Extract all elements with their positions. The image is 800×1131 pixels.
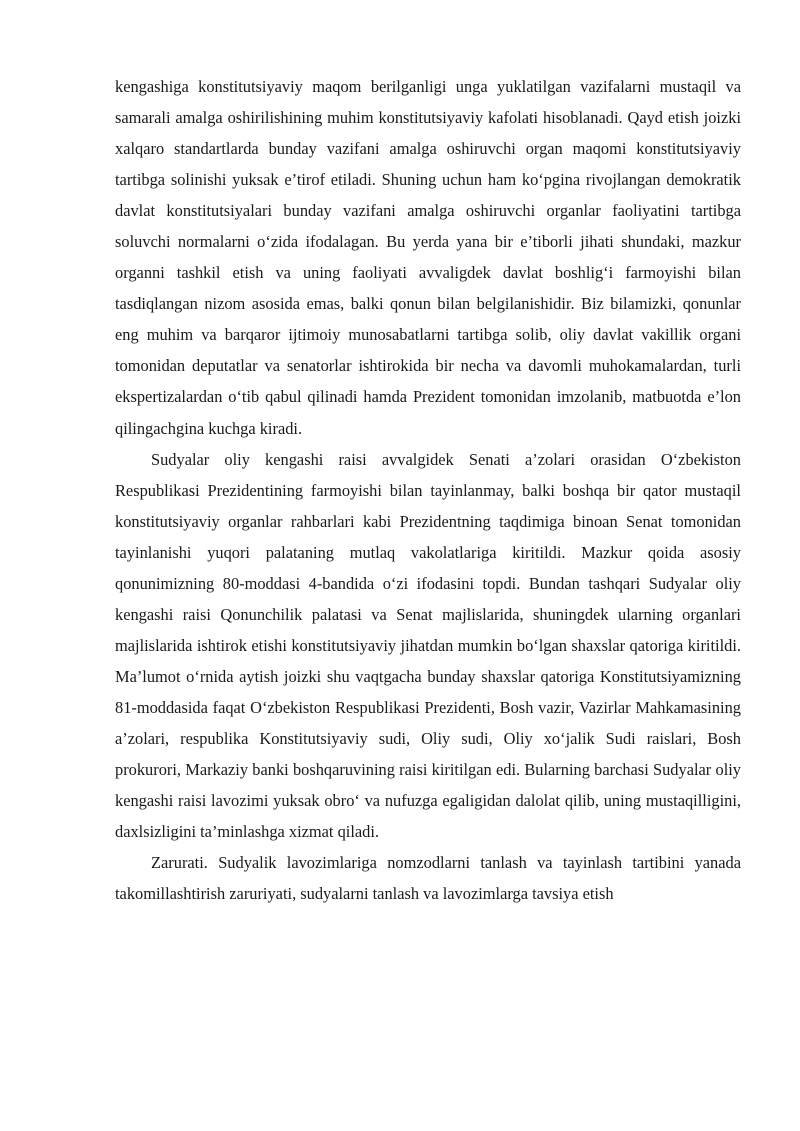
paragraph-2: Sudyalar oliy kengashi raisi avvalgidek Senati a’zolari orasidan O‘zbekiston Respublikasi Prezidentining farmoyishi bilan tayinlanmay, balki boshqa bir qator mustaqil konstitutsiyaviy organlar rahbarlari kabi Prezidentning taqdimiga binoan Senat tomonidan tayinlanishi yuqori palataning mutlaq vakolatlariga kiritildi. Mazkur qoida asosiy qonunimizning 80-moddasi 4-bandida o‘zi ifodasini topdi. Bundan tashqari Sudyalar oliy kengashi raisi Qonunchilik palatasi va Senat majlislarida, shuningdek ularning organlari majlislarida ishtirok etishi konstitutsiyaviy jihatdan mumkin bo‘lgan shaxslar qatoriga kiritildi. Ma’lumot o‘rnida aytish joizki shu vaqtgacha bunday shaxslar qatoriga Konstitutsiyamizning 81-moddasida faqat O‘zbekiston Respublikasi Prezidenti, Bosh vazir, Vazirlar Mahkamasining a’zolari, respublika Konstitutsiyaviy sudi, Oliy sudi, Oliy xo‘jalik Sudi raislari, Bosh prokurori, Markaziy banki boshqaruvining raisi kiritilgan edi. Bularning barchasi Sudyalar oliy kengashi raisi lavozimi yuksak obro‘ va nufuzga egaligidan dalolat qilib, uning mustaqilligini, daxlsizligini ta’minlashga xizmat qiladi. xyxy=(115,449,741,842)
document-page xyxy=(115,71,741,909)
paragraph-1: kengashiga konstitutsiyaviy maqom berilganligi unga yuklatilgan vazifalarni mustaqil va samarali amalga oshirilishining muhim konstitutsiyaviy kafolati hisoblanadi. Qayd etish joizki xalqaro standartlarda bunday vazifani amalga oshiruvchi organ maqomi konstitutsiyaviy tartibga solinishi yuksak e’tirof etiladi. Shuning uchun ham ko‘pgina rivojlangan demokratik davlat konstitutsiyalari bunday vazifani amalga oshiruvchi organlar faoliyatini tartibga soluvchi normalarni o‘zida ifodalagan. Bu yerda yana bir e’tiborli jihati shundaki, mazkur organni tashkil etish va uning faoliyati avvaligdek davlat boshlig‘i farmoyishi bilan tasdiqlangan nizom asosida emas, balki qonun bilan belgilanishidir. Biz bilamizki, qonunlar eng muhim va barqaror ijtimoiy munosabatlarni tartibga solib, oliy davlat vakillik organi tomonidan deputatlar va senatorlar ishtirokida bir necha va davomli muhokamalardan, turli ekspertizalardan o‘tib qabul qilinadi hamda Prezident tomonidan imzolanib, matbuotda e’lon qilingachgina kuchga kiradi. xyxy=(115,77,741,438)
paragraph-3: Zarurati. Sudyalik lavozimlariga nomzodlarni tanlash va tayinlash tartibini yanada takomillashtirish zaruriyati, sudyalarni tanlash va lavozimlarga tavsiya etish xyxy=(115,853,741,904)
